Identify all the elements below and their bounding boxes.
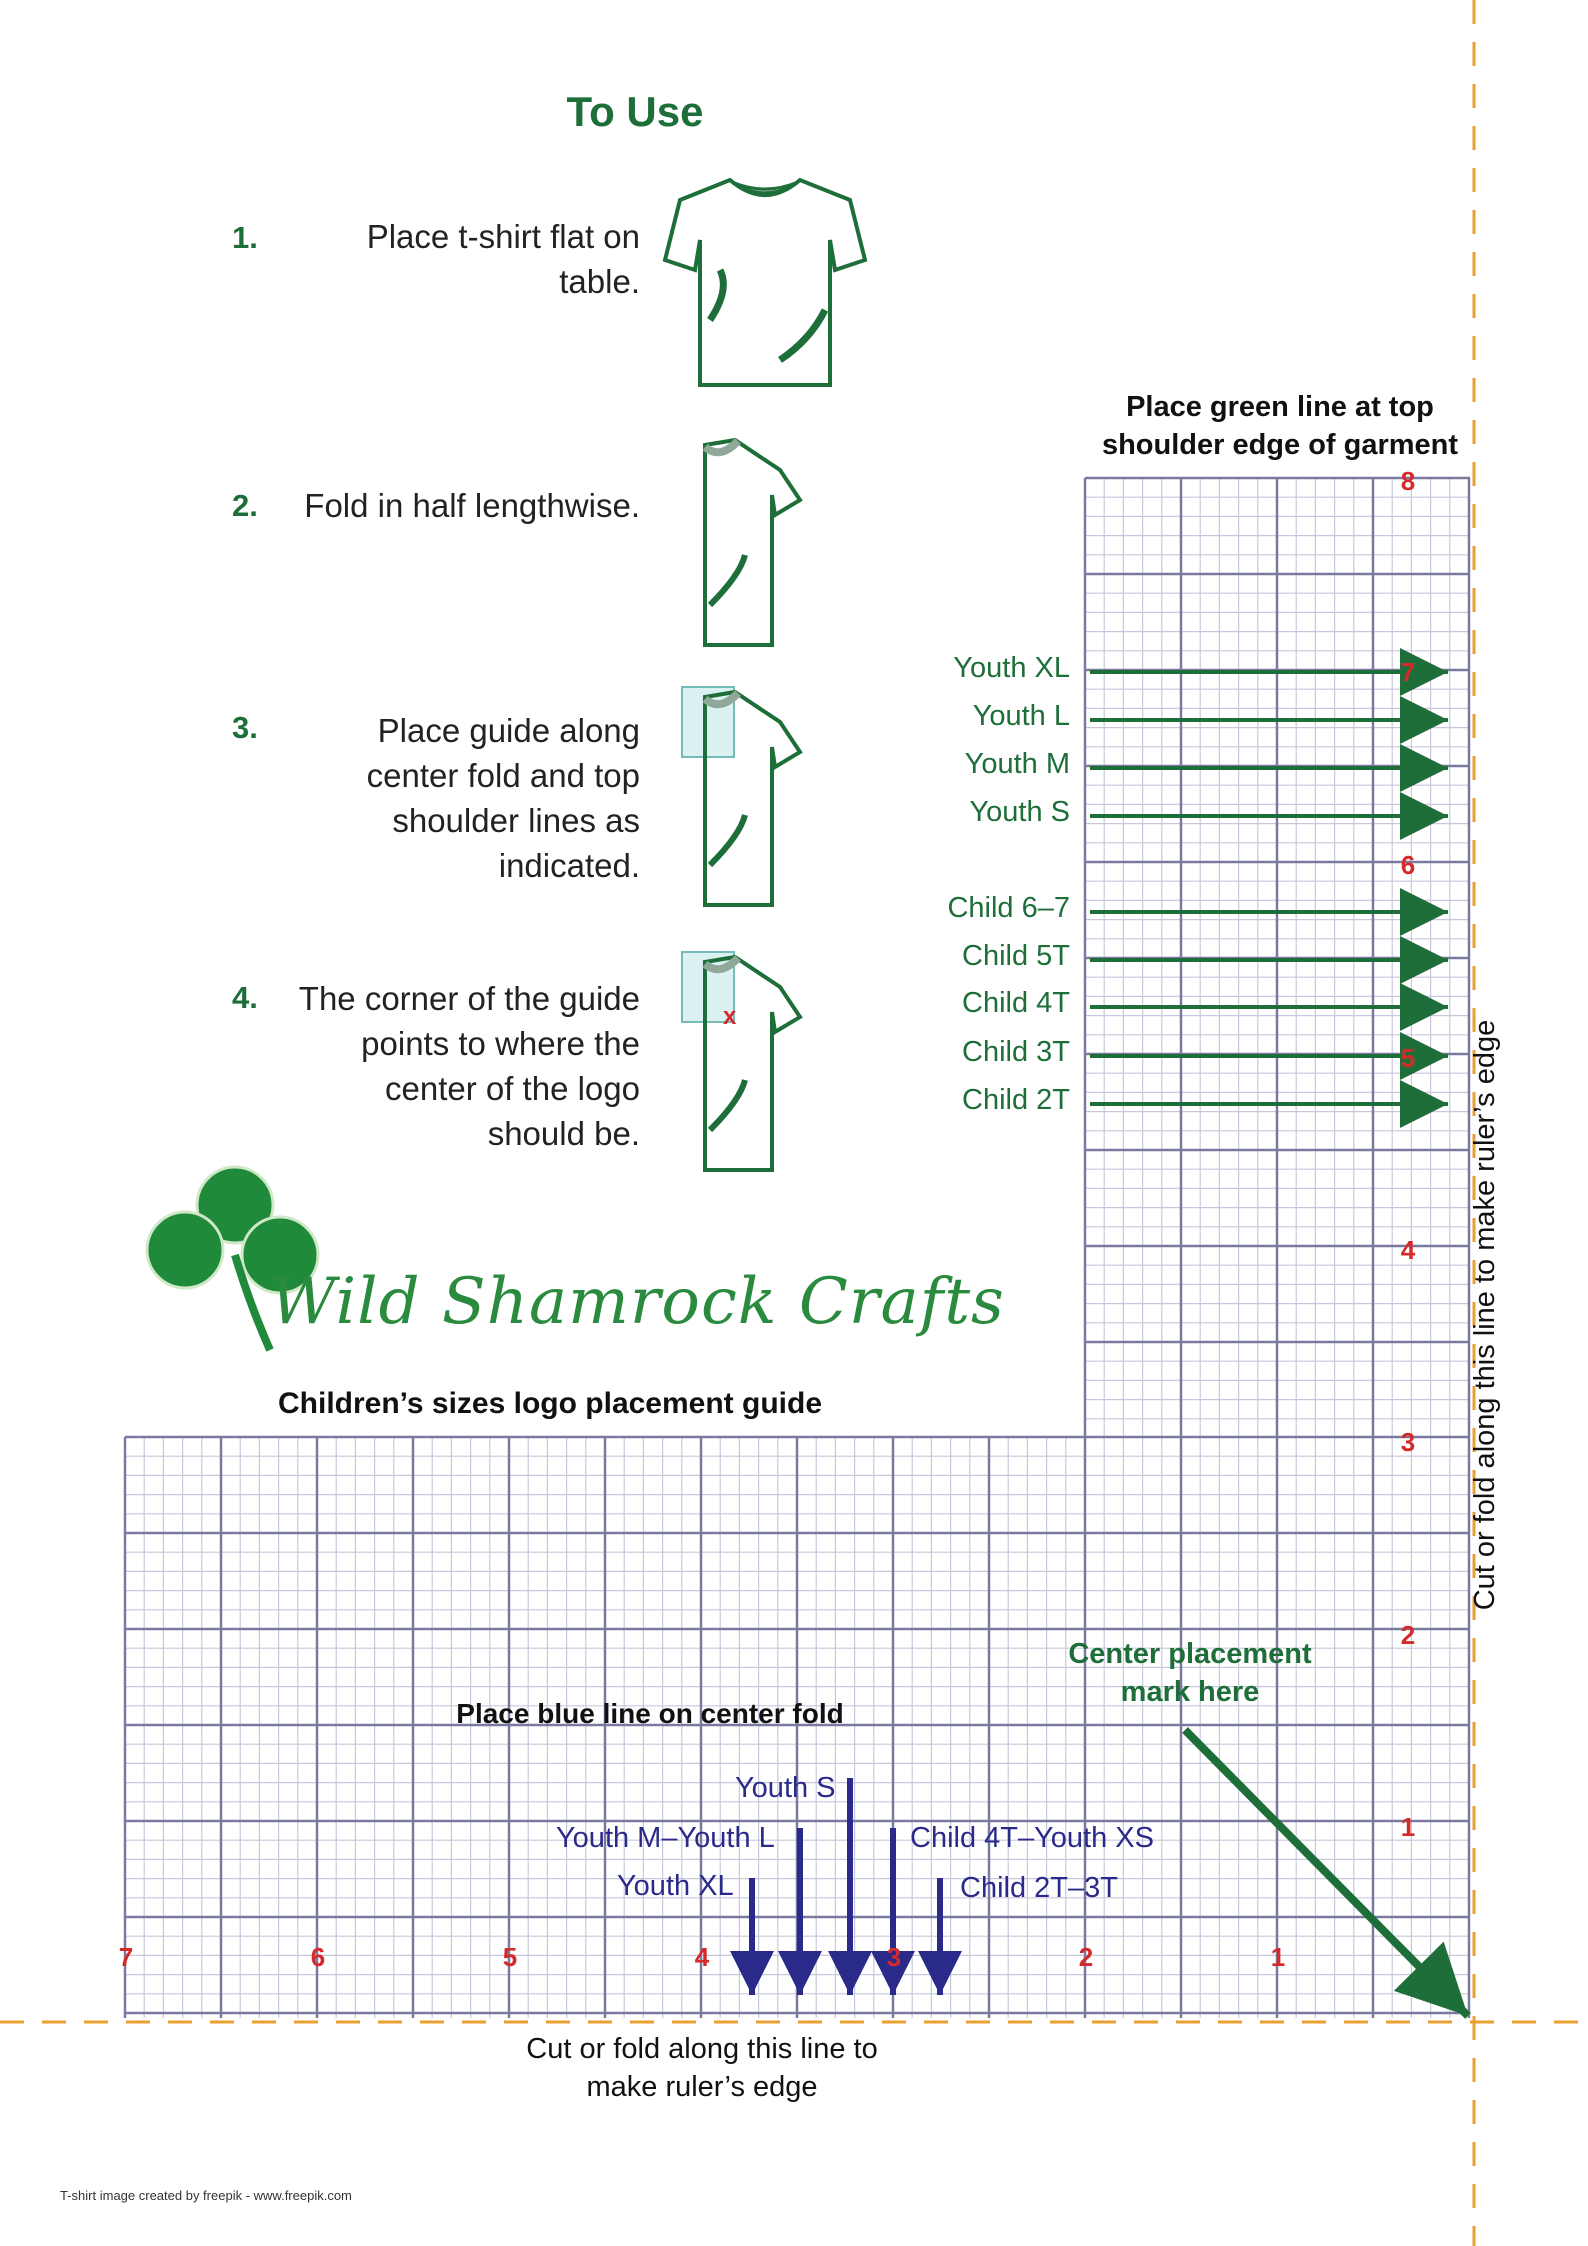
tick-h-3: 3 [886,1942,902,1972]
tick-v-4: 4 [1400,1235,1416,1265]
tshirt-guide-icon [680,685,810,910]
tick-h-7: 7 [118,1942,134,1972]
label-child-3t: Child 3T [962,1036,1070,1068]
page-title: To Use [566,88,704,135]
fold-arrow-5-head [918,1951,962,1995]
tick-v-6: 6 [1400,850,1416,880]
shoulder-arrow-7-head [1400,983,1448,1031]
step-1-text: Place t-shirt flat on table. [366,218,640,300]
label-child-2t: Child 2T [962,1084,1070,1116]
tick-v-5: 5 [1400,1043,1416,1073]
tick-h-4: 4 [694,1942,710,1972]
tick-h-1: 1 [1270,1942,1286,1972]
label-fold-youth-s: Youth S [735,1772,836,1804]
center-fold-header: Place blue line on center fold [456,1698,844,1729]
tshirt-logo-center-icon [680,950,810,1175]
tick-v-3: 3 [1400,1427,1416,1457]
label-child-5t: Child 5T [962,940,1070,972]
tick-v-7: 7 [1400,657,1416,687]
label-youth-m: Youth M [964,748,1070,780]
label-child-6-7: Child 6–7 [947,892,1070,924]
label-youth-xl: Youth XL [953,652,1070,684]
tshirt-folded-icon [700,435,810,650]
step-4-text: The corner of the guide points to where the center of the logo should be. [298,980,640,1152]
cut-line-bottom-text: Cut or fold along this line to make ruler’s edge [526,2033,878,2103]
step-2-text: Fold in half lengthwise. [304,487,640,524]
label-fold-child-4t-xs: Child 4T–Youth XS [910,1822,1154,1854]
fold-arrow-1-head [828,1951,872,1995]
guide-title: Children’s sizes logo placement guide [278,1387,822,1420]
label-fold-youth-m-l: Youth M–Youth L [556,1822,775,1854]
label-child-4t: Child 4T [962,987,1070,1019]
fold-arrow-2-head [778,1951,822,1995]
tick-h-6: 6 [310,1942,326,1972]
image-credit: T-shirt image created by freepik - www.freepik.com [60,2188,352,2203]
shoulder-arrow-4-head [1400,792,1448,840]
tshirt-flat-icon [660,170,870,395]
shoulder-arrow-2-head [1400,696,1448,744]
shoulder-arrow-5-head [1400,888,1448,936]
shoulder-header: Place green line at top shoulder edge of garment [1101,391,1459,461]
fold-arrow-3-head [730,1951,774,1995]
center-placement-label: Center placement mark here [1068,1638,1312,1708]
tick-v-1: 1 [1400,1812,1416,1842]
brand-name: Wild Shamrock Crafts [270,1265,1005,1339]
label-youth-s: Youth S [969,796,1070,828]
logo-center-mark: x [723,1003,737,1030]
shoulder-arrow-9-head [1400,1080,1448,1128]
step-3-number: 3. [232,710,258,745]
step-1-number: 1. [232,220,258,255]
tick-v-2: 2 [1400,1620,1416,1650]
tick-v-8: 8 [1400,466,1416,496]
step-4-number: 4. [232,980,258,1015]
cut-line-right-text: Cut or fold along this line to make ruler’s edge [1469,1019,1501,1611]
tick-h-5: 5 [502,1942,518,1972]
label-youth-l: Youth L [972,700,1070,732]
step-2-number: 2. [232,488,258,523]
label-fold-child-2t-3t: Child 2T–3T [960,1872,1118,1904]
tick-h-2: 2 [1078,1942,1094,1972]
step-3-text: Place guide along center fold and top shoulder lines as indicated. [366,712,640,884]
label-fold-youth-xl: Youth XL [617,1870,734,1902]
